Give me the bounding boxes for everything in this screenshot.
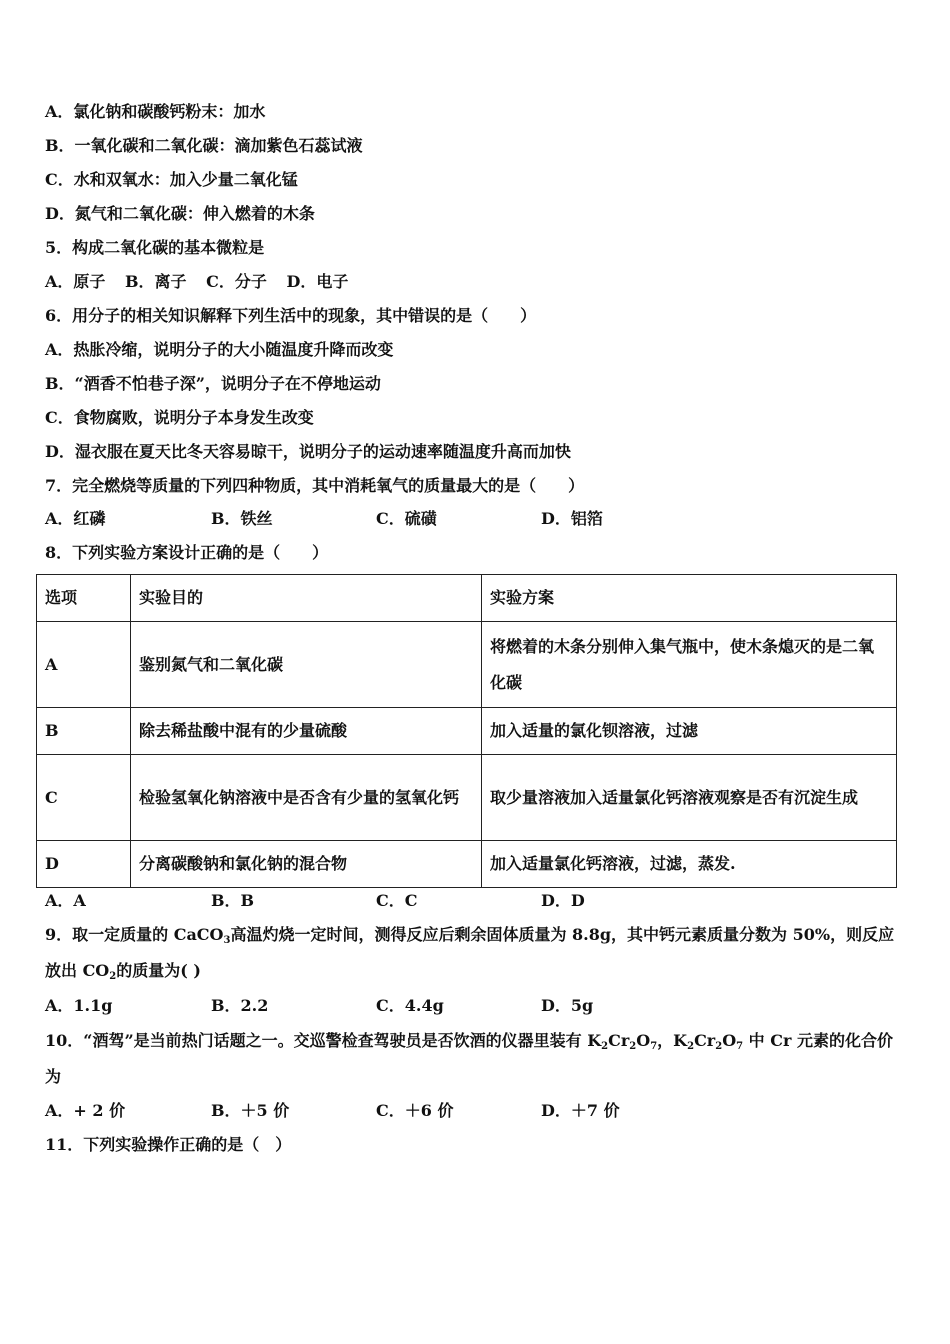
table-cell-option: C: [37, 755, 131, 841]
q4-option-c: C．水和双氧水：加入少量二氧化锰: [45, 170, 298, 189]
q10-subscript: 2: [629, 1041, 637, 1052]
q6-option-d: D．湿衣服在夏天比冬天容易晾干，说明分子的运动速率随温度升高而加快: [45, 442, 571, 461]
table-cell-purpose: 检验氢氧化钠溶液中是否含有少量的氢氧化钙: [131, 755, 482, 841]
q9-option-a: A．1.1g: [45, 996, 113, 1015]
q8-options: [45, 891, 905, 911]
q10-subscript: 7: [650, 1041, 658, 1052]
q7-stem: 7．完全燃烧等质量的下列四种物质，其中消耗氧气的质量最大的是（ ）: [45, 476, 585, 495]
q8-stem: 8．下列实验方案设计正确的是（ ）: [45, 543, 329, 562]
q9-option-b: B．2.2: [211, 996, 269, 1015]
table-cell-purpose: 分离碳酸钠和氯化钠的混合物: [131, 841, 482, 888]
q7-option-d: D．铝箔: [541, 509, 603, 528]
q9-stem: [45, 917, 905, 989]
q4-option-a: A．氯化钠和碳酸钙粉末：加水: [45, 102, 266, 121]
table-cell-plan: 加入适量氯化钙溶液，过滤，蒸发.: [482, 841, 897, 888]
table-cell-purpose: 鉴别氮气和二氧化碳: [131, 622, 482, 708]
table-header-purpose: 实验目的: [131, 575, 482, 622]
q7-option-c: C．硫磺: [376, 509, 437, 528]
q10-stem-text: 10．“酒驾”是当前热门话题之一。交巡警检查驾驶员是否饮酒的仪器里装有 K: [45, 1031, 602, 1050]
q9-subscript: 3: [223, 935, 231, 946]
table-row: [37, 622, 897, 708]
q5-option-a: A．原子: [45, 272, 106, 291]
q8-option-b: B．B: [211, 891, 255, 910]
table-header-plan: 实验方案: [482, 575, 897, 622]
table-header-option: 选项: [37, 575, 131, 622]
q10-stem-text: Cr: [694, 1031, 716, 1050]
q10-option-b: B．＋5 价: [211, 1101, 290, 1120]
q7-options: [45, 509, 905, 529]
q8-option-a: A．A: [45, 891, 86, 910]
q10-subscript: 2: [601, 1041, 609, 1052]
q10-stem-text: O: [636, 1031, 651, 1050]
q10-stem-text: O: [722, 1031, 737, 1050]
table-cell-plan: 取少量溶液加入适量氯化钙溶液观察是否有沉淀生成: [482, 755, 897, 841]
table-row: [37, 755, 897, 841]
q10-options: [45, 1101, 905, 1121]
q4-option-b: B．一氧化碳和二氧化碳：滴加紫色石蕊试液: [45, 136, 363, 155]
q6-option-c: C．食物腐败，说明分子本身发生改变: [45, 408, 314, 427]
q10-stem-text: Cr: [608, 1031, 630, 1050]
table-cell-option: D: [37, 841, 131, 888]
q11-stem: 11．下列实验操作正确的是（ ）: [45, 1135, 292, 1154]
q5-stem: 5．构成二氧化碳的基本微粒是: [45, 238, 265, 257]
table-row: [37, 841, 897, 888]
q5-options: [45, 272, 362, 292]
q9-stem-text: 高温灼烧一定时间，测得反应后剩余固体质量为 8.8g，其中钙元素质量分数为 50%，则反应放出 CO: [45, 925, 895, 980]
q10-option-d: D．＋7 价: [541, 1101, 620, 1120]
q10-subscript: 2: [715, 1041, 723, 1052]
q9-option-c: C．4.4g: [376, 996, 444, 1015]
q5-option-d: D．电子: [286, 272, 349, 291]
q9-stem-text: 的质量为( ): [116, 961, 201, 980]
q10-option-a: A．+ 2 价: [45, 1101, 126, 1120]
table-header-row: [37, 575, 897, 622]
q8-option-c: C．C: [376, 891, 418, 910]
experiment-table: [36, 574, 897, 888]
q5-option-c: C．分子: [206, 272, 267, 291]
q9-option-d: D．5g: [541, 996, 594, 1015]
q10-subscript: 2: [687, 1041, 695, 1052]
q6-option-a: A．热胀冷缩，说明分子的大小随温度升降而改变: [45, 340, 394, 359]
table-cell-option: B: [37, 708, 131, 755]
q7-option-b: B．铁丝: [211, 509, 273, 528]
q6-option-b: B．“酒香不怕巷子深”，说明分子在不停地运动: [45, 374, 381, 393]
table-cell-purpose: 除去稀盐酸中混有的少量硫酸: [131, 708, 482, 755]
q10-stem-text: ，K: [657, 1031, 688, 1050]
q9-stem-text: 9．取一定质量的 CaCO: [45, 925, 224, 944]
q9-subscript: 2: [109, 971, 117, 982]
q6-stem: 6．用分子的相关知识解释下列生活中的现象，其中错误的是（ ）: [45, 306, 537, 325]
q9-options: [45, 996, 905, 1016]
q10-option-c: C．＋6 价: [376, 1101, 454, 1120]
q4-option-d: D．氮气和二氧化碳：伸入燃着的木条: [45, 204, 315, 223]
q8-option-d: D．D: [541, 891, 585, 910]
table-row: [37, 708, 897, 755]
q5-option-b: B．离子: [125, 272, 187, 291]
table-cell-plan: 加入适量的氯化钡溶液，过滤: [482, 708, 897, 755]
q7-option-a: A．红磷: [45, 509, 106, 528]
table-cell-plan: 将燃着的木条分别伸入集气瓶中，使木条熄灭的是二氧化碳: [482, 622, 897, 708]
table-cell-option: A: [37, 622, 131, 708]
q10-subscript: 7: [736, 1041, 744, 1052]
q10-stem-text: 中 Cr 元素的化合价为: [45, 1031, 893, 1086]
q10-stem: [45, 1023, 905, 1095]
